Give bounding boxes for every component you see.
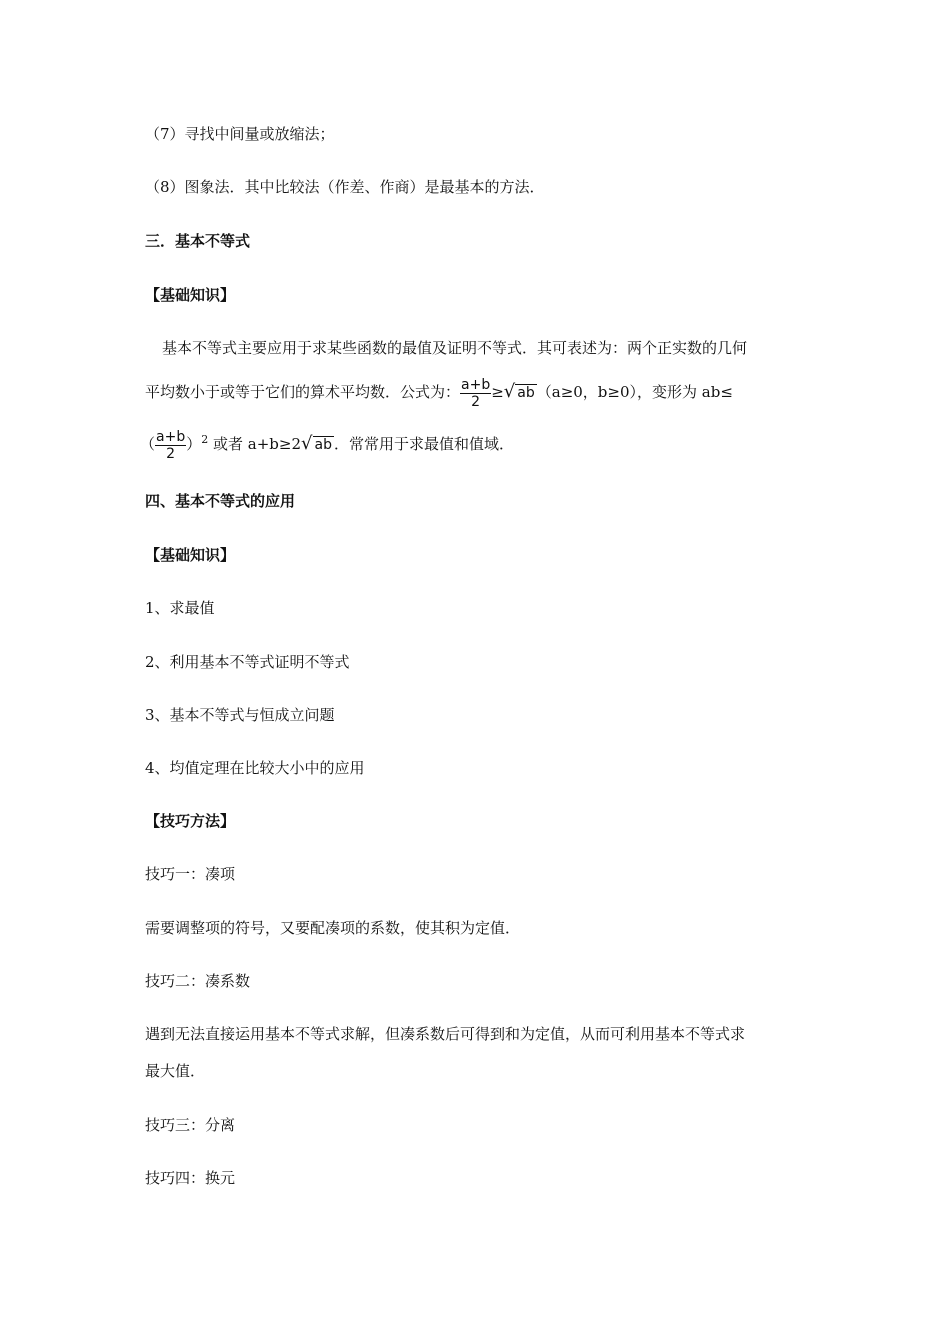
paragraph-line-2 xyxy=(145,372,733,413)
section-3-title: 三．基本不等式 xyxy=(145,232,251,250)
exponent: 2 xyxy=(201,433,209,446)
method-tag: 【技巧方法】 xyxy=(145,812,236,830)
technique-4-title: 技巧四：换元 xyxy=(145,1169,236,1187)
list-item: 1、求最值 xyxy=(145,599,215,617)
usage-text: ．常常用于求最值和值域． xyxy=(333,435,514,453)
fraction-numerator: a+b xyxy=(156,428,186,445)
fraction-a-plus-b-over-2 xyxy=(460,377,491,410)
radicand: ab xyxy=(314,437,332,453)
fraction-denominator: 2 xyxy=(166,445,176,462)
list-item: 3、基本不等式与恒成立问题 xyxy=(145,706,335,724)
radicand: ab xyxy=(517,385,535,401)
paragraph-text: 平均数小于或等于它们的算术平均数．公式为： xyxy=(145,383,461,401)
list-item: 2、利用基本不等式证明不等式 xyxy=(145,653,350,671)
condition-text: （a≥0，b≥0），变形为 ab≤ xyxy=(536,383,733,401)
list-item: 4、均值定理在比较大小中的应用 xyxy=(145,759,365,777)
fraction-numerator: a+b xyxy=(461,376,491,393)
or-text: 或者 a+b≥2 xyxy=(213,435,302,453)
technique-1-desc: 需要调整项的符号，又要配凑项的系数，使其积为定值． xyxy=(145,919,521,937)
technique-2-desc-line-1: 遇到无法直接运用基本不等式求解，但凑系数后可得到和为定值，从而可利用基本不等式求 xyxy=(145,1025,746,1043)
sqrt-ab-2 xyxy=(301,424,334,465)
technique-3-title: 技巧三：分离 xyxy=(145,1116,236,1134)
list-item-7: （7）寻找中间量或放缩法； xyxy=(145,125,335,143)
section-4-title: 四、基本不等式的应用 xyxy=(145,492,296,510)
list-item-8: （8）图象法．其中比较法（作差、作商）是最基本的方法． xyxy=(145,178,545,196)
section-3-tag: 【基础知识】 xyxy=(145,286,236,304)
radical-icon: √ xyxy=(301,433,313,454)
technique-2-desc-line-2: 最大值． xyxy=(145,1062,206,1080)
fraction-denominator: 2 xyxy=(471,393,481,410)
section-4-tag: 【基础知识】 xyxy=(145,546,236,564)
fraction-a-plus-b-over-2-b xyxy=(155,429,186,462)
technique-1-title: 技巧一：凑项 xyxy=(145,865,236,883)
geq-symbol: ≥ xyxy=(491,383,504,401)
paragraph-line-3 xyxy=(140,420,514,465)
technique-2-title: 技巧二：凑系数 xyxy=(145,972,251,990)
close-paren: ） xyxy=(186,435,202,453)
open-paren: （ xyxy=(140,435,156,453)
sqrt-ab xyxy=(504,372,537,413)
paragraph-line-1: 基本不等式主要应用于求某些函数的最值及证明不等式．其可表述为：两个正实数的几何 xyxy=(162,339,748,357)
radical-icon: √ xyxy=(503,381,516,402)
